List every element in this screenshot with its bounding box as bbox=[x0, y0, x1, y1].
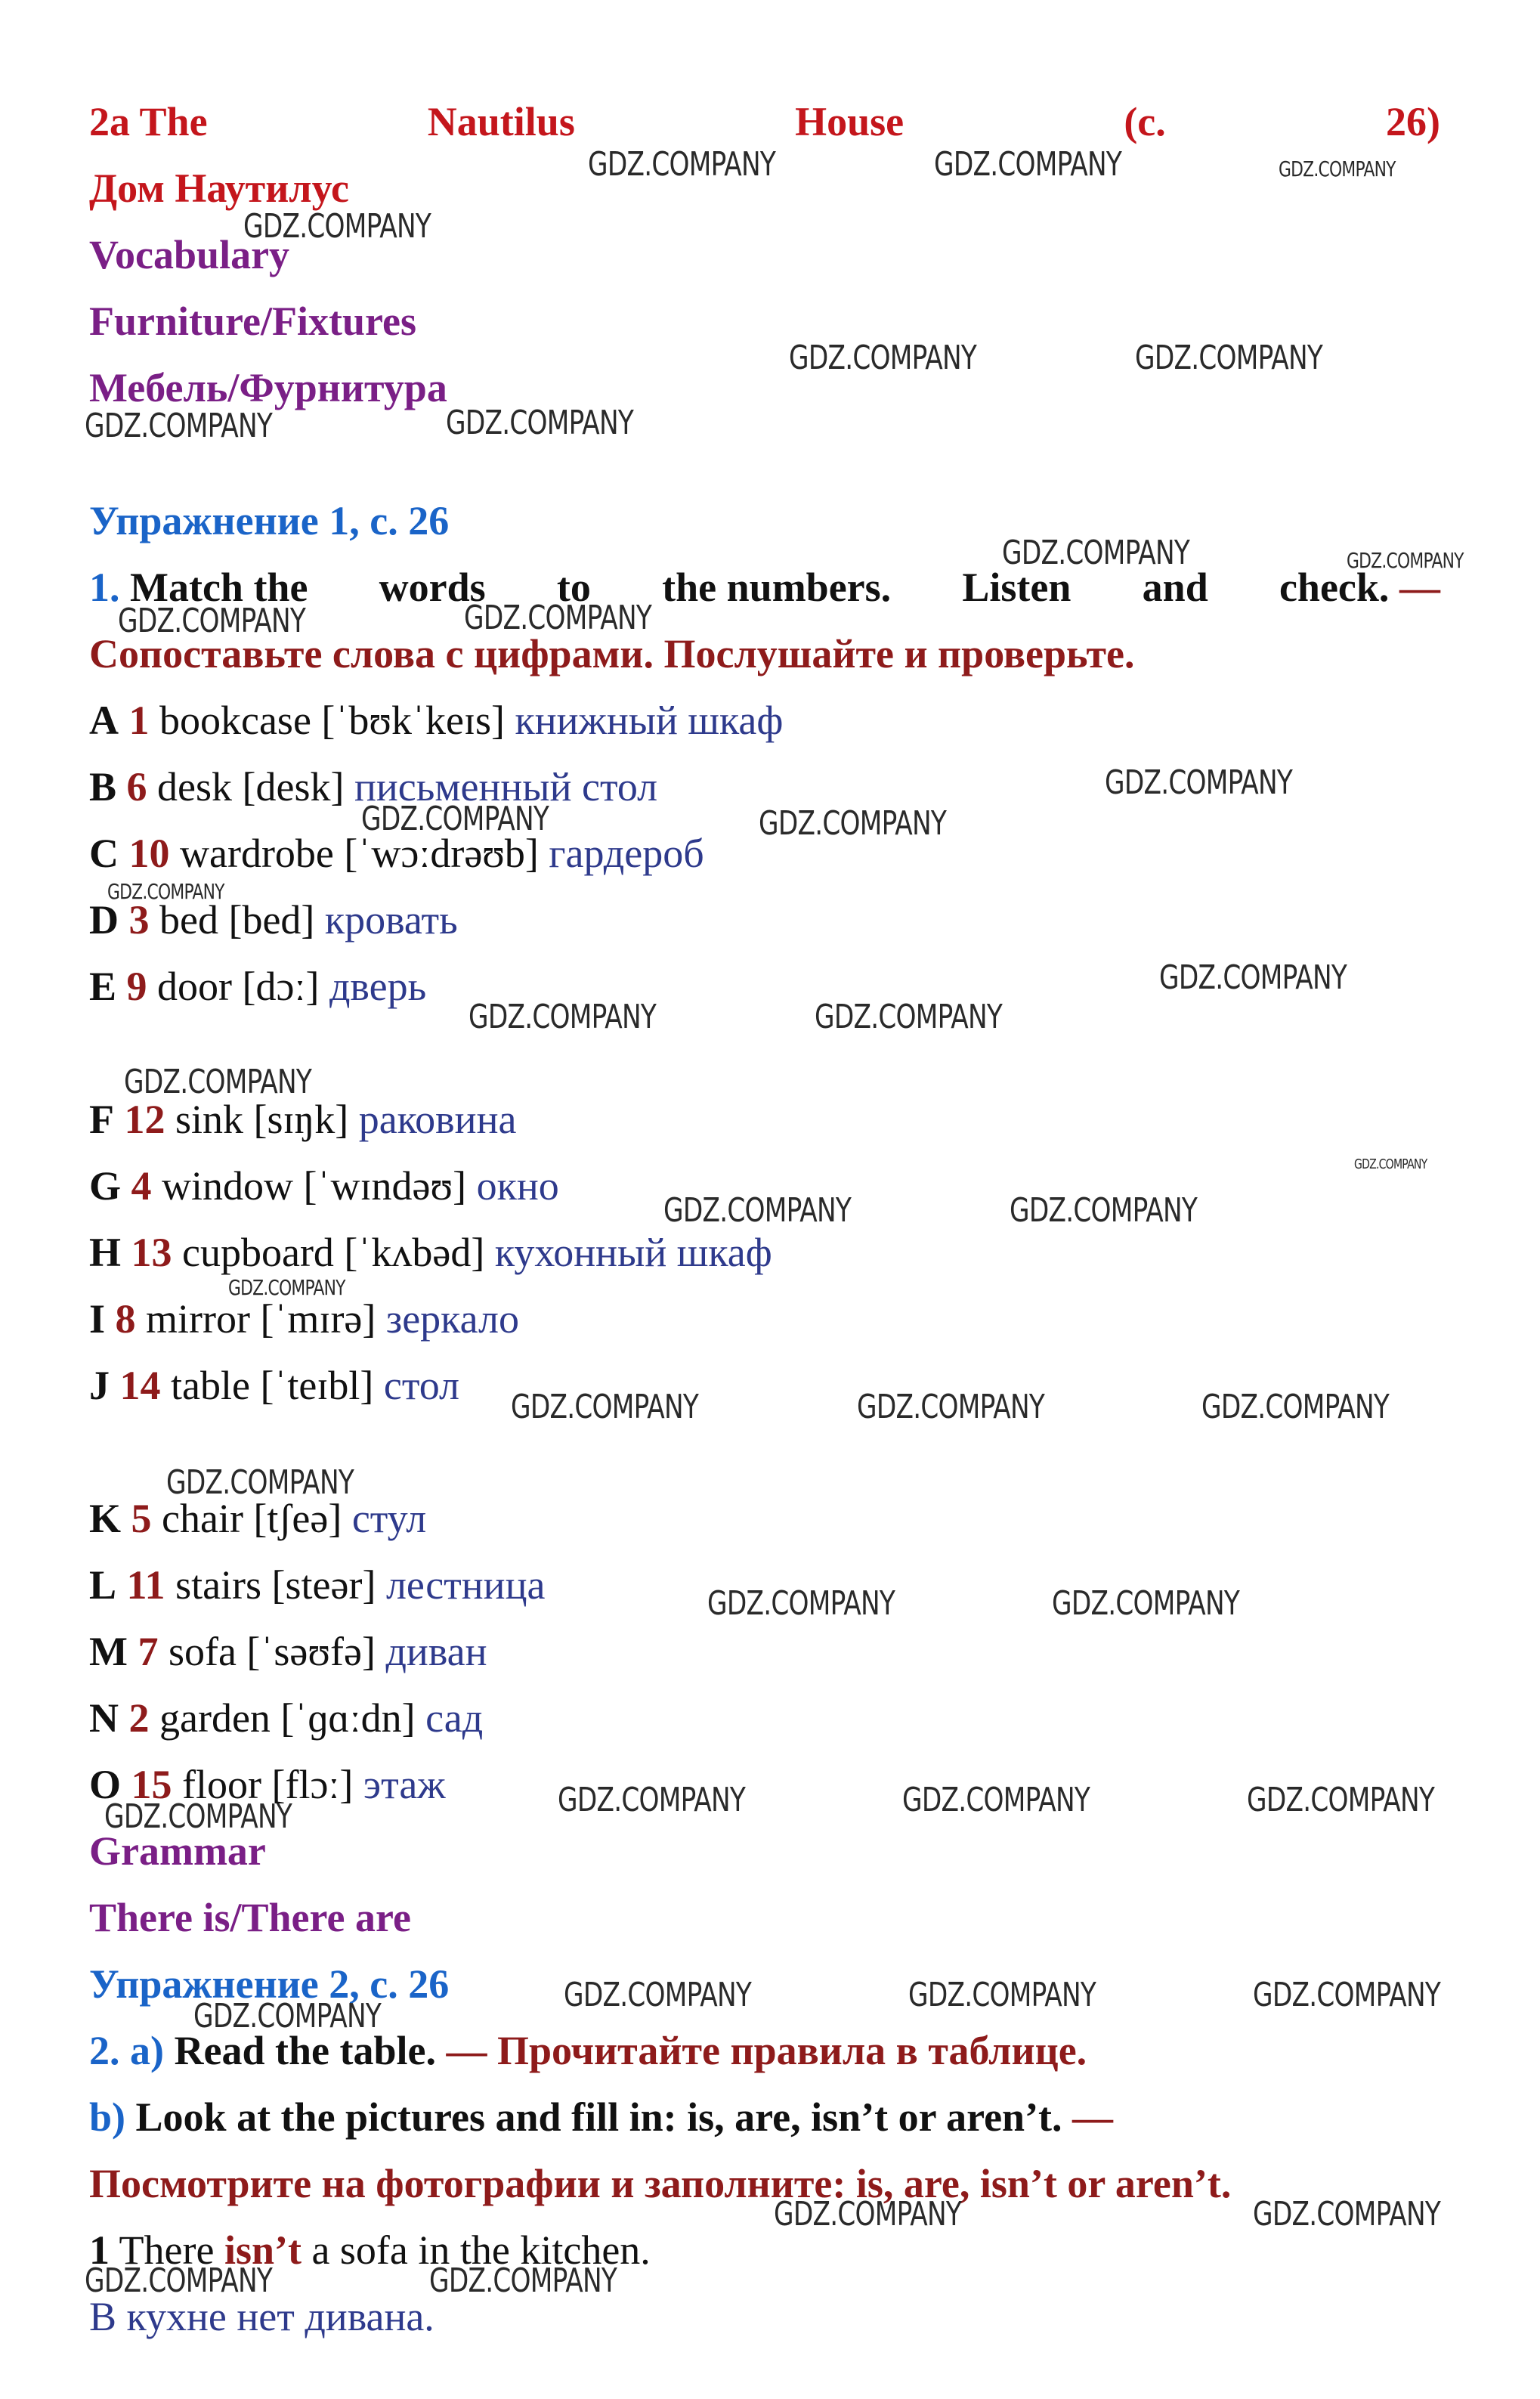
watermark: GDZ.COMPANY bbox=[124, 1063, 312, 1101]
vocabulary-topic: Furniture/Fixtures bbox=[89, 299, 416, 344]
watermark: GDZ.COMPANY bbox=[663, 1191, 852, 1230]
exercise-number: 1. bbox=[89, 565, 120, 610]
watermark: GDZ.COMPANY bbox=[468, 998, 657, 1036]
watermark: GDZ.COMPANY bbox=[104, 1797, 292, 1836]
list-item: A 1 bookcase [ˈbʊkˈkeɪs] книжный шкаф bbox=[89, 698, 784, 743]
instruction-part: check. bbox=[1279, 565, 1390, 610]
list-item: I 8 mirror [ˈmɪrə] зеркало bbox=[89, 1296, 519, 1342]
watermark: GDZ.COMPANY bbox=[166, 1463, 354, 1502]
list-item: D 3 bed [bed] кровать bbox=[89, 897, 458, 943]
watermark: GDZ.COMPANY bbox=[361, 800, 549, 838]
watermark: GDZ.COMPANY bbox=[902, 1781, 1090, 1819]
watermark: GDZ.COMPANY bbox=[1105, 763, 1293, 802]
page-title bbox=[89, 101, 1440, 142]
list-item: H 13 cupboard [ˈkʌbəd] кухонный шкаф bbox=[89, 1230, 772, 1275]
watermark: GDZ.COMPANY bbox=[1253, 2195, 1441, 2233]
watermark: GDZ.COMPANY bbox=[446, 404, 634, 442]
grammar-topic: There is/There are bbox=[89, 1895, 411, 1940]
watermark: GDZ.COMPANY bbox=[934, 145, 1122, 184]
list-item: O 15 floor [flɔː] этаж bbox=[89, 1762, 446, 1807]
watermark: GDZ.COMPANY bbox=[1347, 548, 1464, 573]
exercise1-heading: Упражнение 1, с. 26 bbox=[89, 498, 450, 543]
watermark: GDZ.COMPANY bbox=[118, 602, 306, 640]
watermark: GDZ.COMPANY bbox=[1354, 1156, 1427, 1172]
watermark: GDZ.COMPANY bbox=[1159, 958, 1347, 997]
page-title-ru: Дом Наутилус bbox=[89, 166, 349, 211]
list-item: J 14 table [ˈteɪbl] стол bbox=[89, 1363, 459, 1408]
exercise2-b-ru: Посмотрите на фотографии и заполните: is, are, isn’t or aren’t. bbox=[89, 2161, 1232, 2206]
watermark: GDZ.COMPANY bbox=[1002, 534, 1190, 572]
watermark: GDZ.COMPANY bbox=[1010, 1191, 1198, 1230]
watermark: GDZ.COMPANY bbox=[759, 804, 947, 843]
list-item: K 5 chair [tʃeə] стул bbox=[89, 1496, 427, 1541]
instruction-part: Listen bbox=[962, 565, 1072, 610]
title-part: House bbox=[795, 99, 905, 144]
watermark: GDZ.COMPANY bbox=[588, 145, 776, 184]
exercise1-instruction-ru: Сопоставьте слова с цифрами. Послушайте и проверьте. bbox=[89, 631, 1135, 676]
watermark: GDZ.COMPANY bbox=[857, 1388, 1045, 1426]
title-part: 26) bbox=[1385, 99, 1440, 144]
list-item: C 10 wardrobe [ˈwɔːdrəʊb] гардероб bbox=[89, 831, 704, 876]
watermark: GDZ.COMPANY bbox=[228, 1275, 345, 1300]
watermark: GDZ.COMPANY bbox=[564, 1976, 752, 2014]
list-item: E 9 door [dɔː] дверь bbox=[89, 964, 427, 1009]
watermark: GDZ.COMPANY bbox=[558, 1781, 746, 1819]
watermark: GDZ.COMPANY bbox=[1247, 1781, 1435, 1819]
title-part: 2a The bbox=[89, 99, 208, 144]
instruction-part: and bbox=[1142, 565, 1208, 610]
grammar-heading: Grammar bbox=[89, 1828, 266, 1874]
list-item: F 12 sink [sɪŋk] раковина bbox=[89, 1097, 517, 1142]
instruction-part: Match the bbox=[130, 565, 308, 610]
watermark: GDZ.COMPANY bbox=[193, 1997, 382, 2035]
watermark: GDZ.COMPANY bbox=[1279, 156, 1396, 181]
instruction-part: to bbox=[556, 565, 591, 610]
watermark: GDZ.COMPANY bbox=[815, 998, 1003, 1036]
title-part: Nautilus bbox=[427, 99, 575, 144]
watermark: GDZ.COMPANY bbox=[511, 1388, 699, 1426]
list-item: L 11 stairs [steər] лестница bbox=[89, 1562, 546, 1608]
watermark: GDZ.COMPANY bbox=[908, 1976, 1096, 2014]
instruction-part: the numbers. bbox=[662, 565, 892, 610]
watermark: GDZ.COMPANY bbox=[789, 339, 977, 377]
list-item: G 4 window [ˈwɪndəʊ] окно bbox=[89, 1163, 559, 1209]
watermark: GDZ.COMPANY bbox=[1052, 1584, 1240, 1623]
watermark: GDZ.COMPANY bbox=[429, 2261, 617, 2300]
watermark: GDZ.COMPANY bbox=[774, 2195, 962, 2233]
watermark: GDZ.COMPANY bbox=[85, 2261, 273, 2300]
watermark: GDZ.COMPANY bbox=[1135, 339, 1323, 377]
vocabulary-topic-ru: Мебель/Фурнитура bbox=[89, 365, 447, 410]
list-item: B 6 desk [desk] письменный стол bbox=[89, 764, 658, 809]
watermark: GDZ.COMPANY bbox=[1253, 1976, 1441, 2014]
watermark: GDZ.COMPANY bbox=[1201, 1388, 1390, 1426]
title-part: (с. bbox=[1124, 99, 1166, 144]
answer-line: 1 There isn’t a sofa in the kitchen. bbox=[89, 2227, 651, 2273]
dash: — bbox=[1399, 565, 1440, 610]
list-item: N 2 garden [ˈɡɑːdn] сад bbox=[89, 1695, 484, 1741]
exercise2-heading: Упражнение 2, с. 26 bbox=[89, 1961, 450, 2007]
instruction-part: words bbox=[379, 565, 486, 610]
answer-line-ru: В кухне нет дивана. bbox=[89, 2294, 434, 2339]
exercise2-a: 2. a) Read the table. — Прочитайте правила в таблице. bbox=[89, 2028, 1087, 2073]
watermark: GDZ.COMPANY bbox=[243, 207, 431, 246]
exercise2-b: b) Look at the pictures and fill in: is, are, isn’t or aren’t. — bbox=[89, 2094, 1114, 2140]
watermark: GDZ.COMPANY bbox=[464, 599, 652, 637]
vocabulary-heading: Vocabulary bbox=[89, 232, 290, 277]
watermark: GDZ.COMPANY bbox=[107, 879, 224, 904]
watermark: GDZ.COMPANY bbox=[85, 407, 273, 445]
watermark: GDZ.COMPANY bbox=[707, 1584, 895, 1623]
list-item: M 7 sofa [ˈsəʊfə] диван bbox=[89, 1629, 487, 1674]
